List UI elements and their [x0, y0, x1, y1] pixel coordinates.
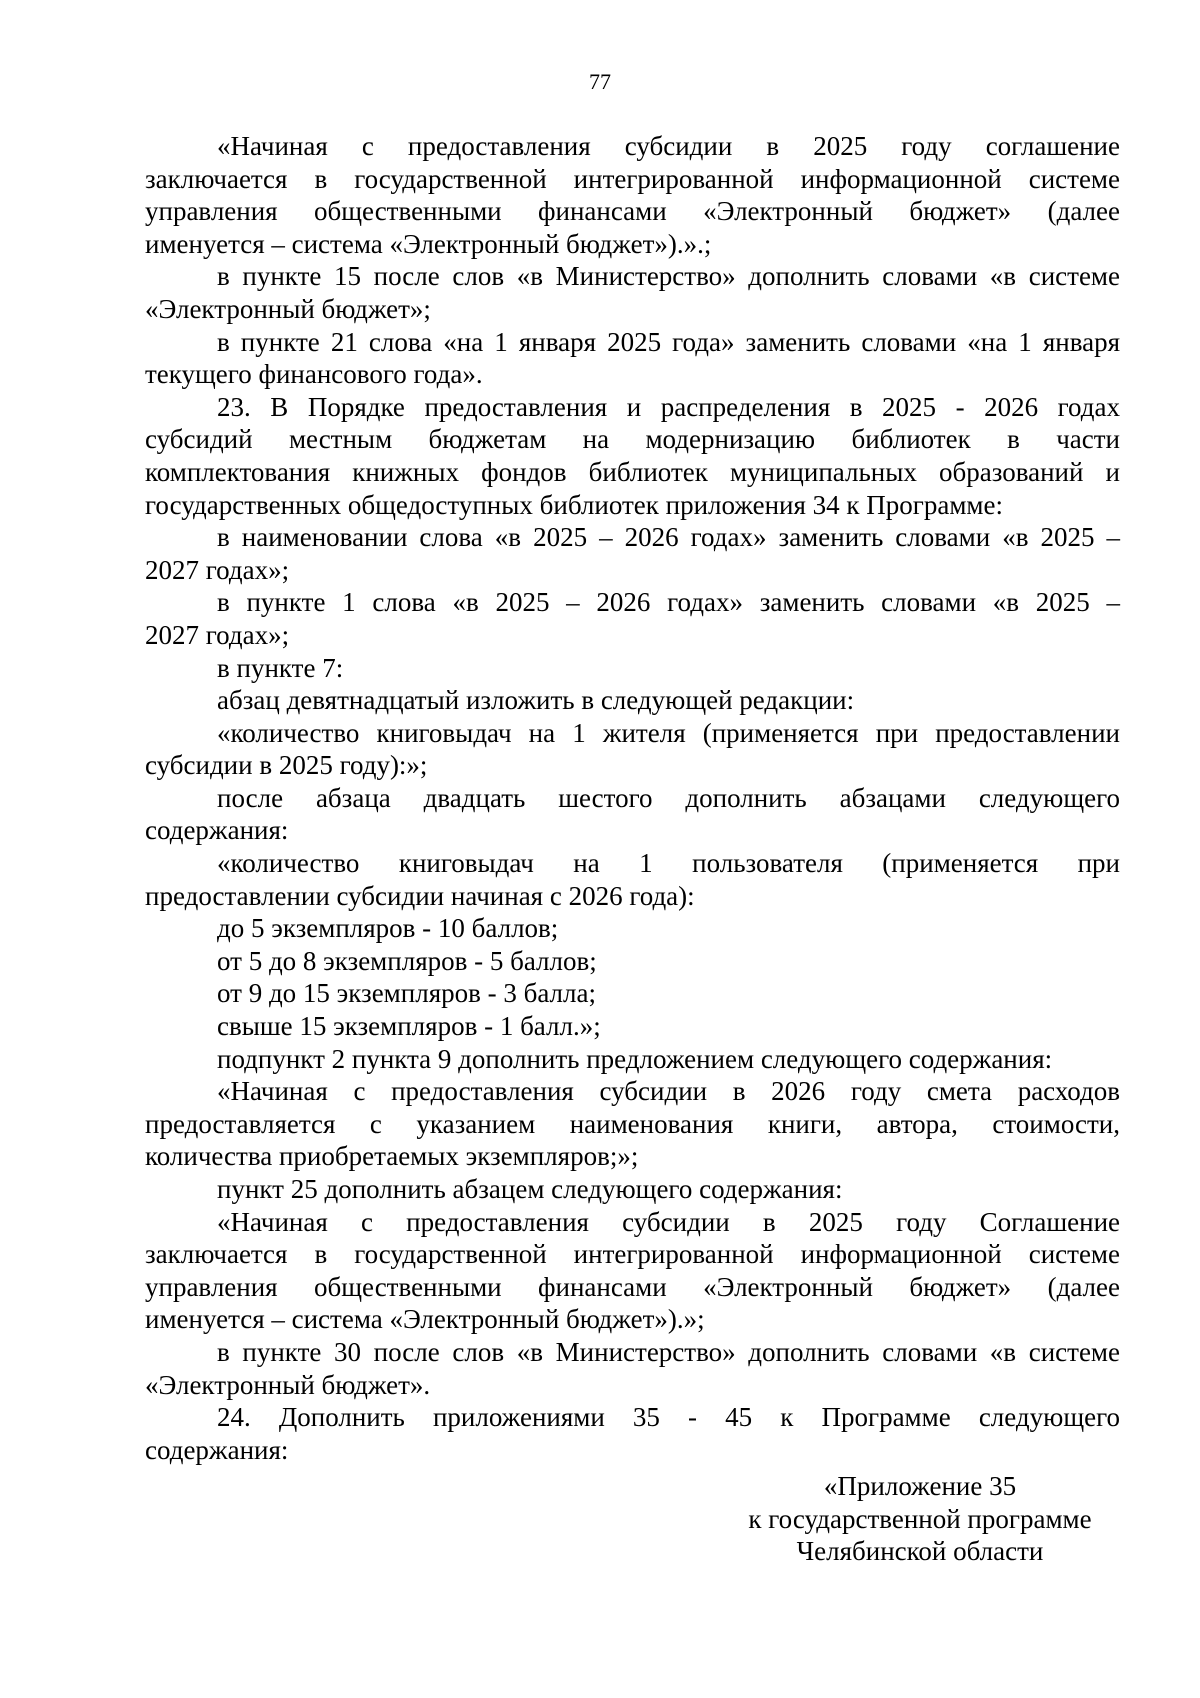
text-line: текущего финансового года». [145, 359, 483, 390]
text-line: «количество книговыдач на 1 жителя (применяется при предоставлении [217, 717, 1120, 748]
appendix-heading [720, 1470, 1120, 1568]
text-line: в пункте 21 слова «на 1 января 2025 года» заменить словами «на 1 января [217, 326, 1120, 357]
text-line: свыше 15 экземпляров - 1 балл.»; [217, 1011, 601, 1042]
text-line: 2027 годах»; [145, 619, 290, 650]
text-line: «Начиная с предоставления субсидии в 2025 году Соглашение [217, 1206, 1120, 1237]
text-line: 24. Дополнить приложениями 35 - 45 к Программе следующего [217, 1402, 1120, 1433]
text-line: 23. В Порядке предоставления и распределения в 2025 - 2026 годах [217, 391, 1120, 422]
text-line: содержания: [145, 815, 289, 846]
text-line: в пункте 15 после слов «в Министерство» дополнить словами «в системе [217, 261, 1120, 292]
text-line: комплектования книжных фондов библиотек муниципальных образований и [145, 456, 1120, 487]
text-line: управления общественными финансами «Электронный бюджет» (далее [145, 196, 1120, 227]
text-line: количества приобретаемых экземпляров;»; [145, 1141, 639, 1172]
text-line: в пункте 30 после слов «в Министерство» дополнить словами «в системе [217, 1336, 1120, 1367]
text-line: заключается в государственной интегрированной информационной системе [145, 1239, 1120, 1270]
text-line: «Электронный бюджет». [145, 1369, 431, 1400]
text-line: управления общественными финансами «Электронный бюджет» (далее [145, 1271, 1120, 1302]
text-line: государственных общедоступных библиотек приложения 34 к Программе: [145, 489, 1004, 520]
text-line: в пункте 7: [217, 652, 344, 683]
text-line: от 5 до 8 экземпляров - 5 баллов; [217, 945, 597, 976]
text-line: пункт 25 дополнить абзацем следующего содержания: [217, 1174, 843, 1204]
text-line: «Электронный бюджет»; [145, 293, 431, 324]
appendix-program: к государственной программе [748, 1503, 1092, 1534]
page-number: 77 [589, 69, 611, 94]
appendix-title: «Приложение 35 [823, 1471, 1017, 1501]
text-line: предоставлении субсидии начиная с 2026 года): [145, 880, 695, 911]
text-line: именуется – система «Электронный бюджет»).»; [145, 1304, 705, 1335]
appendix-region: Челябинской области [796, 1536, 1044, 1567]
text-line: «Начиная с предоставления субсидии в 2026 году смета расходов [217, 1076, 1120, 1107]
text-line: до 5 экземпляров - 10 баллов; [217, 913, 559, 944]
text-line: после абзаца двадцать шестого дополнить абзацами следующего [217, 782, 1120, 813]
text-line: в наименовании слова «в 2025 – 2026 годах» заменить словами «в 2025 – [217, 522, 1120, 553]
text-line: субсидий местным бюджетам на модернизацию библиотек в части [145, 424, 1120, 455]
text-line: 2027 годах»; [145, 554, 290, 585]
text-line: абзац девятнадцатый изложить в следующей редакции: [217, 685, 855, 716]
text-line: «количество книговыдач на 1 пользователя (применяется при [217, 848, 1120, 879]
text-line: в пункте 1 слова «в 2025 – 2026 годах» заменить словами «в 2025 – [217, 587, 1120, 618]
text-line: от 9 до 15 экземпляров - 3 балла; [217, 978, 596, 1009]
text-line: заключается в государственной интегрированной информационной системе [145, 163, 1120, 194]
text-line: подпункт 2 пункта 9 дополнить предложением следующего содержания: [217, 1043, 1053, 1074]
text-line: содержания: [145, 1434, 289, 1465]
text-line: предоставляется с указанием наименования книги, автора, стоимости, [145, 1108, 1120, 1139]
text-line: субсидии в 2025 году):»; [145, 750, 428, 781]
text-line: «Начиная с предоставления субсидии в 2025 году соглашение [217, 131, 1120, 161]
document-body [145, 130, 1120, 1466]
text-line: именуется – система «Электронный бюджет»).».; [145, 228, 712, 259]
